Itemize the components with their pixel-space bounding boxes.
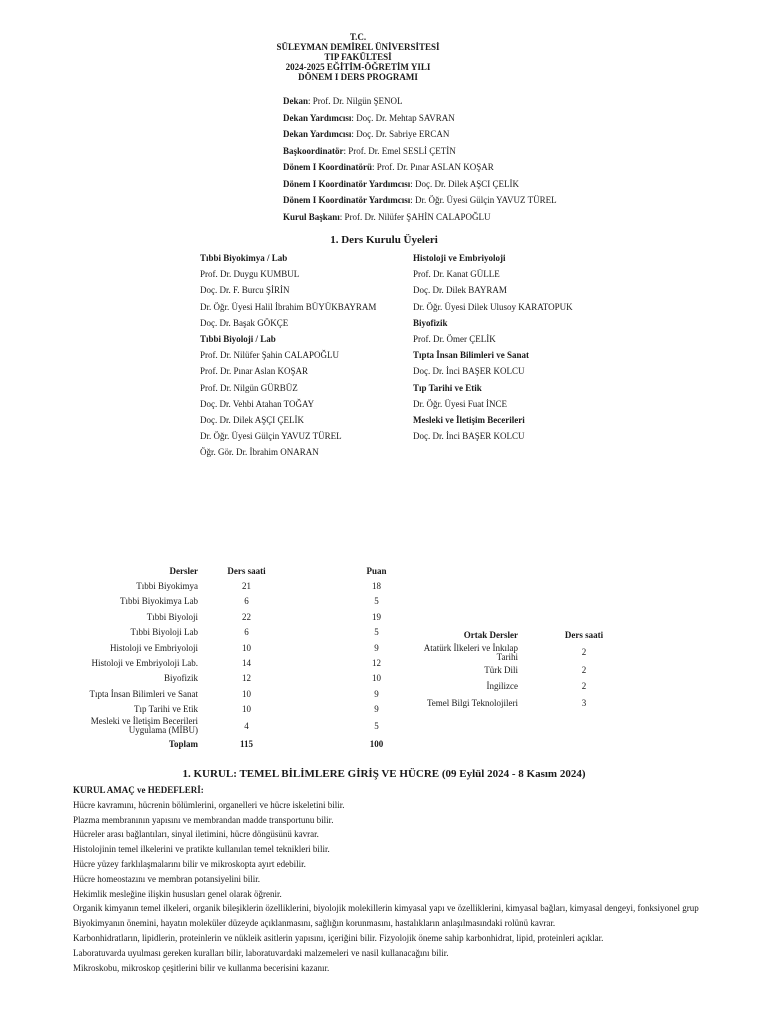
member-name: Doç. Dr. İnci BAŞER KOLCU <box>413 366 525 377</box>
member-group-heading: Tıbbi Biyoloji / Lab <box>200 334 276 345</box>
member-name: Doç. Dr. Vehbi Atahan TOĞAY <box>200 398 315 409</box>
common-course-name: Atatürk İlkeleri ve İnkılap Tarihi <box>423 642 518 662</box>
member-name: Prof. Dr. Ömer ÇELİK <box>413 334 496 345</box>
course-hours: 4 <box>244 720 249 731</box>
courses-row <box>76 609 416 624</box>
member-name: Prof. Dr. Nilgün GÜRBÜZ <box>200 382 298 393</box>
member-name: Doç. Dr. F. Burcu ŞİRİN <box>200 285 290 296</box>
courses-row <box>76 717 416 736</box>
member-name: Prof. Dr. Pınar Aslan KOŞAR <box>200 366 309 377</box>
member-name: Dr. Öğr. Üyesi Halil İbrahim BÜYÜKBAYRAM <box>200 301 377 312</box>
members-section-title: 1. Ders Kurulu Üyeleri <box>330 234 438 246</box>
staff-row: Dönem I Koordinatör Yardımcısı: Doç. Dr. Dilek AŞCI ÇELİK <box>283 178 520 189</box>
objective-item: Hücre yüzey farklılaşmalarını bilir ve mikroskopta ayırt edebilir. <box>73 858 306 869</box>
objective-item: Laboratuvarda uyulması gereken kuralları bilir, laboratuvardaki malzemeleri ve nasil kullanacağını bilir. <box>73 947 449 958</box>
course-hours: 22 <box>242 611 251 622</box>
member-name: Prof. Dr. Nilüfer Şahin CALAPOĞLU <box>200 350 339 361</box>
staff-row: Dönem I Koordinatör Yardımcısı: Dr. Öğr. Üyesi Gülçin YAVUZ TÜREL <box>283 195 557 205</box>
common-courses-table <box>410 627 630 714</box>
course-name: Tıbbi Biyoloji <box>146 611 198 622</box>
objective-item: Hücre kavramını, hücrenin bölümlerini, organelleri ve hücre iskeletini bilir. <box>73 799 345 810</box>
member-name: Doç. Dr. Dilek AŞÇI ÇELİK <box>200 415 304 426</box>
courses-row <box>76 578 416 593</box>
common-col-hours: Ders saati <box>564 629 604 640</box>
course-name: Tıbbi Biyokimya Lab <box>120 596 198 607</box>
course-name: Tıpta İnsan Bilimleri ve Sanat <box>89 688 198 699</box>
course-total-hours: 115 <box>239 738 253 749</box>
courses-col-score: Puan <box>366 565 387 576</box>
staff-row: Dönem I Koordinatörü: Prof. Dr. Pınar ASLAN KOŞAR <box>283 162 494 172</box>
staff-name: Prof. Dr. Pınar ASLAN KOŞAR <box>376 162 494 172</box>
member-name: Prof. Dr. Duygu KUMBUL <box>200 269 300 280</box>
member-group-heading: Histoloji ve Embriyoloji <box>413 253 506 263</box>
course-score: 5 <box>374 627 379 638</box>
course-hours: 10 <box>242 642 251 653</box>
member-group-heading: Tıp Tarihi ve Etik <box>413 382 482 393</box>
common-row <box>410 663 630 679</box>
course-name: Histoloji ve Embriyoloji Lab. <box>91 658 198 669</box>
member-name: Dr. Öğr. Üyesi Gülçin YAVUZ TÜREL <box>200 431 342 442</box>
staff-role: Kurul Başkanı <box>283 211 340 222</box>
course-hours: 21 <box>242 581 251 592</box>
course-hours: 14 <box>242 658 251 669</box>
staff-row: Dekan: Prof. Dr. Nilgün ŞENOL <box>283 96 403 106</box>
member-name: Doç. Dr. Dilek BAYRAM <box>413 285 507 296</box>
header-line-faculty: TIP FAKÜLTESİ <box>324 52 392 62</box>
courses-row <box>76 686 416 701</box>
course-name: Mesleki ve İletişim Becerileri Uygulama (MİBU) <box>90 716 198 736</box>
staff-role: Dekan Yardımcısı <box>283 112 352 123</box>
common-row <box>410 678 630 694</box>
common-course-name: Türk Dili <box>484 665 518 676</box>
course-name: Biyofizik <box>164 673 198 684</box>
staff-list <box>283 93 557 225</box>
courses-row <box>76 671 416 686</box>
header-line-tc: T.C. <box>349 32 367 42</box>
member-name: Dr. Öğr. Üyesi Fuat İNCE <box>413 398 507 409</box>
member-group-heading: Tıpta İnsan Bilimleri ve Sanat <box>413 350 530 361</box>
common-header-row <box>410 627 630 643</box>
course-score: 19 <box>372 611 381 622</box>
objectives-list <box>73 798 713 976</box>
course-hours: 6 <box>244 596 249 607</box>
members-left-column <box>200 250 376 461</box>
course-name: Tıbbi Biyoloji Lab <box>130 627 198 638</box>
header-line-program: DÖNEM I DERS PROGRAMI <box>298 72 418 82</box>
course-score: 18 <box>372 581 381 592</box>
member-group-heading: Mesleki ve İletişim Becerileri <box>413 415 525 426</box>
course-hours: 12 <box>242 673 251 684</box>
courses-row <box>76 640 416 655</box>
courses-total-row <box>76 736 416 751</box>
common-course-hours: 2 <box>581 680 587 691</box>
staff-row: Kurul Başkanı: Prof. Dr. Nilüfer ŞAHİN CALAPOĞLU <box>283 211 491 222</box>
course-total-label: Toplam <box>168 738 198 749</box>
staff-role: Dönem I Koordinatör Yardımcısı <box>283 178 411 189</box>
objective-item: Histolojinin temel ilkelerini ve pratikte kullanılan temel teknikleri bilir. <box>73 844 330 855</box>
members-right-column <box>413 250 573 444</box>
member-name: Prof. Dr. Kanat GÜLLE <box>413 269 500 280</box>
course-score: 5 <box>374 720 379 731</box>
common-course-hours: 2 <box>581 665 587 676</box>
objective-item: Karbonhidratların, lipidlerin, proteinlerin ve nükleik asitlerin yapısını, içeriğini bilir. Fizyolojik öneme sahip karbonhidrat, lipid, proteinleri açıklar. <box>73 932 604 943</box>
objective-item: Organik kimyanın temel ilkeleri, organik bileşiklerin özelliklerini, biyolojik molekillerin kimyasal yapı ve özelliklerini, kimyasal bağları, kimyasal dengeyi, fonksiyonel grup <box>73 903 699 914</box>
common-course-name: İngilizce <box>486 680 518 691</box>
staff-name: Prof. Dr. Emel SESLİ ÇETİN <box>348 145 456 156</box>
course-hours: 10 <box>242 688 251 699</box>
course-score: 10 <box>372 673 381 684</box>
objective-item: Mikroskobu, mikroskop çeşitlerini bilir ve kullanma becerisini kazanır. <box>73 962 330 973</box>
common-course-hours: 2 <box>581 647 587 658</box>
common-col-name: Ortak Dersler <box>463 629 518 640</box>
kurul-title: 1. KURUL: TEMEL BİLİMLERE GİRİŞ VE HÜCRE (09 Eylül 2024 - 8 Kasım 2024) <box>182 768 586 780</box>
member-name: Dr. Öğr. Üyesi Dilek Ulusoy KARATOPUK <box>413 301 573 312</box>
courses-row <box>76 625 416 640</box>
objective-item: Hekimlik mesleğine ilişkin hususları genel olarak öğrenir. <box>73 888 282 899</box>
common-course-name: Temel Bilgi Teknolojileri <box>426 698 518 709</box>
objective-item: Biyokimyanın önemini, hayatın moleküler düzeyde açıklanmasını, sağlığın korunmasını, hastalıkların anlaşılmasındaki rolünü kavrar. <box>73 918 556 929</box>
course-name: Tıbbi Biyokimya <box>136 581 198 592</box>
staff-role: Dekan Yardımcısı <box>283 129 352 139</box>
staff-name: Doç. Dr. Mehtap SAVRAN <box>356 112 455 123</box>
member-group-heading: Biyofizik <box>413 317 448 328</box>
objective-item: Hücreler arası bağlantıları, sinyal iletimini, hücre döngüsünü kavrar. <box>73 829 319 840</box>
courses-col-hours: Ders saati <box>227 565 266 576</box>
member-name: Öğr. Gör. Dr. İbrahim ONARAN <box>200 447 319 458</box>
courses-row <box>76 702 416 717</box>
courses-row <box>76 655 416 670</box>
courses-row <box>76 594 416 609</box>
staff-role: Başkoordinatör <box>283 145 344 156</box>
courses-table <box>76 563 416 751</box>
courses-col-name: Dersler <box>169 565 198 576</box>
objectives-heading: KURUL AMAÇ ve HEDEFLERİ: <box>73 785 204 795</box>
objective-item: Hücre homeostazını ve membran potansiyelini bilir. <box>73 873 260 884</box>
staff-row: Dekan Yardımcısı: Doç. Dr. Sabriye ERCAN <box>283 129 450 139</box>
staff-name: Prof. Dr. Nilüfer ŞAHİN CALAPOĞLU <box>344 211 491 222</box>
course-score: 9 <box>374 688 379 699</box>
objective-item: Plazma membranının yapısını ve membrandan madde transportunu bilir. <box>73 814 334 825</box>
staff-row: Dekan Yardımcısı: Doç. Dr. Mehtap SAVRAN <box>283 112 455 123</box>
member-name: Doç. Dr. Başak GÖKÇE <box>200 317 289 328</box>
staff-row: Başkoordinatör: Prof. Dr. Emel SESLİ ÇETİN <box>283 145 456 156</box>
course-name: Tıp Tarihi ve Etik <box>134 704 198 715</box>
common-row <box>410 643 630 663</box>
course-name: Histoloji ve Embriyoloji <box>110 642 198 653</box>
common-course-hours: 3 <box>581 698 587 709</box>
objectives-section <box>73 783 713 975</box>
course-score: 5 <box>374 596 379 607</box>
staff-role: Dönem I Koordinatörü <box>283 162 373 172</box>
header-line-year: 2024-2025 EĞİTİM-ÖĞRETİM YILI <box>285 62 431 72</box>
course-hours: 6 <box>244 627 249 638</box>
staff-name: Prof. Dr. Nilgün ŞENOL <box>312 96 403 106</box>
staff-role: Dekan <box>283 96 309 106</box>
course-score: 9 <box>374 704 379 715</box>
staff-name: Dr. Öğr. Üyesi Gülçin YAVUZ TÜREL <box>415 195 557 205</box>
document-header <box>238 32 478 82</box>
common-row <box>410 694 630 714</box>
courses-header-row <box>76 563 416 578</box>
staff-role: Dönem I Koordinatör Yardımcısı <box>283 195 411 205</box>
header-line-university: SÜLEYMAN DEMİREL ÜNİVERSİTESİ <box>276 42 440 52</box>
course-score: 9 <box>374 642 379 653</box>
staff-name: Doç. Dr. Dilek AŞCI ÇELİK <box>415 178 520 189</box>
course-hours: 10 <box>242 704 251 715</box>
member-group-heading: Tıbbi Biyokimya / Lab <box>200 253 288 263</box>
course-score: 12 <box>372 658 381 669</box>
staff-name: Doç. Dr. Sabriye ERCAN <box>356 129 450 139</box>
member-name: Doç. Dr. İnci BAŞER KOLCU <box>413 431 525 442</box>
course-total-score: 100 <box>369 738 384 749</box>
